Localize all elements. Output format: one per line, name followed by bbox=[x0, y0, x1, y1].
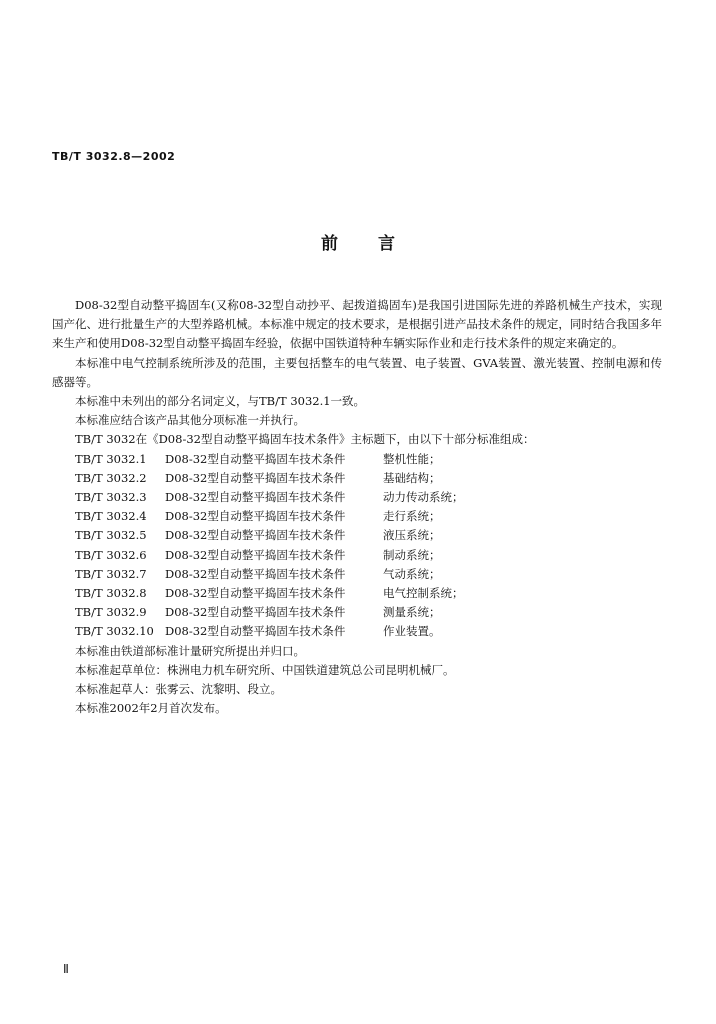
part-code: TB/T 3032.5 bbox=[75, 528, 147, 543]
text-line: 本标准起草单位：株洲电力机车研究所、中国铁道建筑总公司昆明机械厂。 bbox=[75, 662, 455, 677]
part-code: TB/T 3032.4 bbox=[75, 509, 147, 524]
part-code: TB/T 3032.7 bbox=[75, 566, 147, 581]
part-name: D08-32型自动整平捣固车技术条件 bbox=[165, 605, 346, 620]
part-code: TB/T 3032.2 bbox=[75, 470, 147, 485]
text-line: TB/T 3032在《D08-32型自动整平捣固车技术条件》主标题下，由以下十部分标准组成： bbox=[75, 432, 535, 447]
intro-paragraph: D08-32型自动整平捣固车(又称08-32型自动抄平、起拨道捣固车)是我国引进国际先进的养路机械生产技术，实现国产化、进行批量生产的大型养路机械。本标准中规定的技术要求，是根据引进产品技术条件的规定，同时结合我国多年来生产和使用D08-32型自动整平捣固车经验，依据中国铁道特种车辆实际作业和走行技术条件的规定来确定的。 bbox=[52, 298, 662, 351]
part-code: TB/T 3032.6 bbox=[75, 547, 147, 562]
part-section: 电气控制系统； bbox=[383, 586, 464, 601]
list-item bbox=[52, 584, 662, 603]
part-name: D08-32型自动整平捣固车技术条件 bbox=[165, 547, 346, 562]
part-code: TB/T 3032.1 bbox=[75, 451, 147, 466]
part-section: 制动系统； bbox=[383, 547, 441, 562]
part-section: 基础结构； bbox=[383, 470, 441, 485]
part-name: D08-32型自动整平捣固车技术条件 bbox=[165, 509, 346, 524]
list-item bbox=[52, 450, 662, 469]
part-section: 走行系统； bbox=[383, 509, 441, 524]
part-section: 液压系统； bbox=[383, 528, 441, 543]
part-code: TB/T 3032.8 bbox=[75, 586, 147, 601]
list-item bbox=[52, 469, 662, 488]
text-line: 本标准应结合该产品其他分项标准一并执行。 bbox=[75, 413, 305, 428]
page-title: 前言 bbox=[321, 234, 435, 254]
part-name: D08-32型自动整平捣固车技术条件 bbox=[165, 528, 346, 543]
part-code: TB/T 3032.10 bbox=[75, 624, 154, 639]
list-item bbox=[52, 546, 662, 565]
list-item bbox=[52, 488, 662, 507]
list-item bbox=[52, 526, 662, 545]
part-section: 动力传动系统； bbox=[383, 490, 464, 505]
part-section: 气动系统； bbox=[383, 566, 441, 581]
text-line: 本标准中未列出的部分名词定义，与TB/T 3032.1一致。 bbox=[75, 394, 366, 409]
part-section: 作业装置。 bbox=[383, 624, 441, 639]
part-section: 整机性能； bbox=[383, 451, 441, 466]
foreword-body bbox=[52, 296, 662, 718]
part-name: D08-32型自动整平捣固车技术条件 bbox=[165, 566, 346, 581]
part-name: D08-32型自动整平捣固车技术条件 bbox=[165, 470, 346, 485]
part-code: TB/T 3032.9 bbox=[75, 605, 147, 620]
list-item bbox=[52, 622, 662, 641]
text-line: 本标准起草人：张雾云、沈黎明、段立。 bbox=[75, 682, 282, 697]
intro-paragraph: 本标准中电气控制系统所涉及的范围，主要包括整车的电气装置、电子装置、GVA装置、激光装置、控制电源和传感器等。 bbox=[52, 355, 662, 389]
text-line: 本标准2002年2月首次发布。 bbox=[75, 701, 227, 716]
standard-code: TB/T 3032.8—2002 bbox=[52, 150, 176, 163]
part-name: D08-32型自动整平捣固车技术条件 bbox=[165, 624, 346, 639]
list-item bbox=[52, 507, 662, 526]
list-item bbox=[52, 565, 662, 584]
part-section: 测量系统； bbox=[383, 605, 441, 620]
part-code: TB/T 3032.3 bbox=[75, 490, 147, 505]
part-name: D08-32型自动整平捣固车技术条件 bbox=[165, 586, 346, 601]
parts-list bbox=[52, 450, 662, 642]
text-line: 本标准由铁道部标准计量研究所提出并归口。 bbox=[75, 643, 305, 658]
part-name: D08-32型自动整平捣固车技术条件 bbox=[165, 490, 346, 505]
part-name: D08-32型自动整平捣固车技术条件 bbox=[165, 451, 346, 466]
list-item bbox=[52, 603, 662, 622]
page-number: Ⅱ bbox=[63, 962, 69, 976]
